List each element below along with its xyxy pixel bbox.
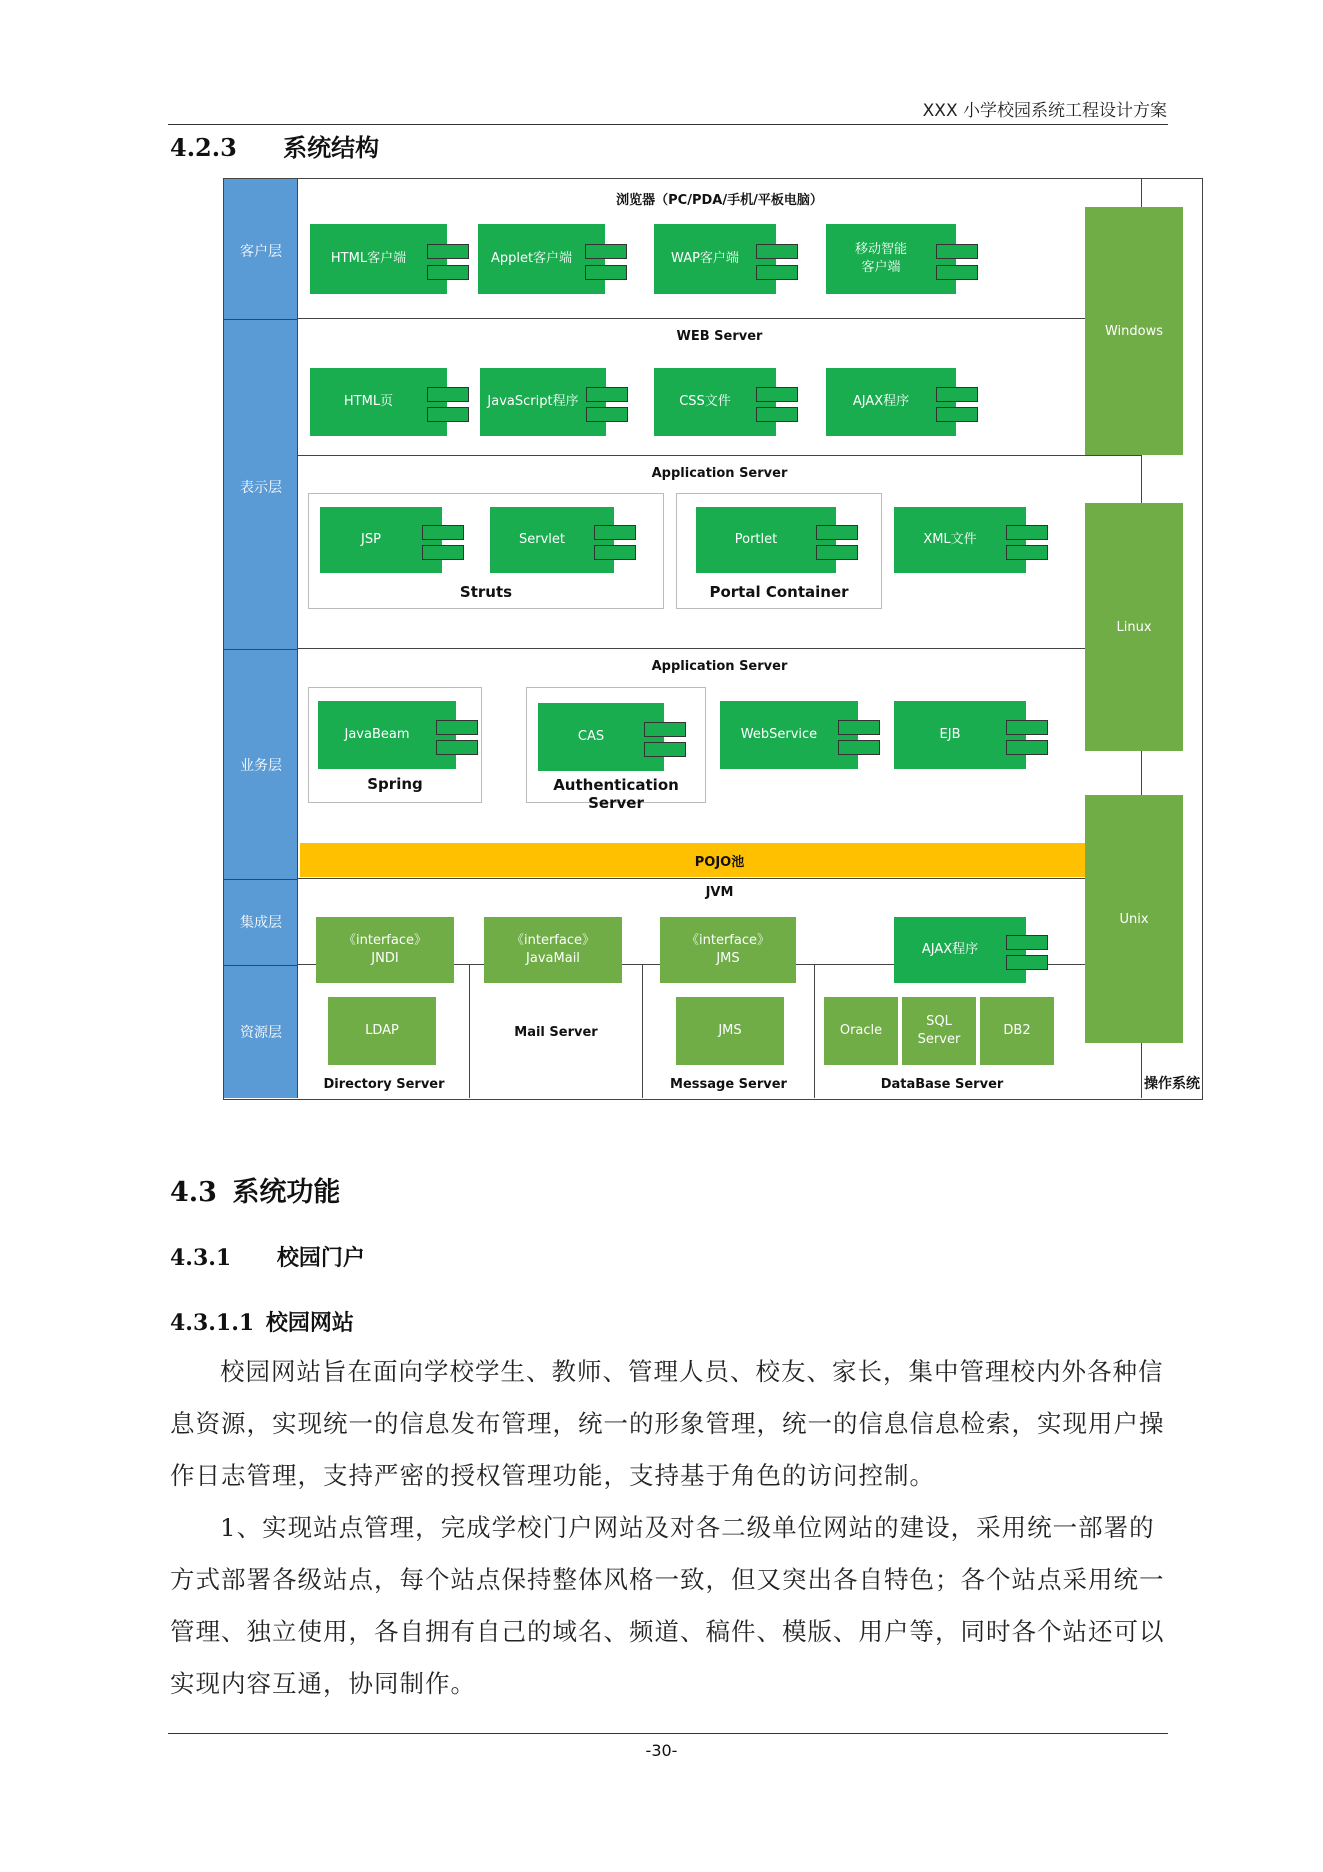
xml-file-component: XML文件 [894,507,1026,573]
mobile-client-component: 移动智能 客户端 [826,224,956,294]
portal-container-label: Portal Container [709,583,849,601]
jms-interface: 《interface》 JMS [660,917,796,983]
layer-resource: 资源层 [240,1025,282,1041]
wap-client-component: WAP客户端 [654,224,776,294]
applet-client-component: Applet客户端 [478,224,605,294]
sql-server-box: SQL Server [902,997,976,1065]
database-server-label: DataBase Server [880,1077,1004,1092]
layer-divider [224,649,298,650]
jvm-band-title: JVM [705,885,734,900]
layer-client: 客户层 [240,244,282,260]
struts-label: Struts [459,583,513,601]
jms-box: JMS [676,997,784,1065]
system-architecture-diagram [223,178,1203,1100]
section-number: 4.3 [170,1177,217,1208]
section-4-3-1-heading [170,1241,365,1272]
jndi-interface: 《interface》 JNDI [316,917,454,983]
section-number: 4.2.3 [170,133,237,162]
page-number: -30- [645,1741,678,1760]
section-4-3-1-1-heading [170,1306,354,1337]
os-unix: Unix [1085,795,1183,1043]
layer-integration: 集成层 [240,915,282,931]
section-4-2-3-heading [170,128,379,163]
section-title: 系统功能 [232,1177,341,1208]
css-component: CSS文件 [654,368,776,436]
message-server-label: Message Server [670,1077,787,1092]
directory-server-label: Directory Server [323,1077,445,1092]
oracle-box: Oracle [824,997,898,1065]
paragraph-campus-website: 校园网站旨在面向学校学生、教师、管理人员、校友、家长，集中管理校内外各种信息资源，实现统一的信息发布管理，统一的形象管理，统一的信息信息检索，实现用户操作日志管理，支持严密的授权管理功能，支持基于角色的访问控制。 [170,1357,1165,1490]
section-title: 系统结构 [283,133,380,162]
ajax-integration-component: AJAX程序 [894,917,1026,983]
layer-divider [224,965,298,966]
footer-rule [168,1733,1168,1734]
layer-column [224,179,298,1098]
paragraph-site-management: 1、实现站点管理，完成学校门户网站及对各二级单位网站的建设，采用统一部署的方式部署各级站点，每个站点保持整体风格一致，但又突出各自特色；各个站点采用统一管理、独立使用，各自拥有自己的域名、频道、稿件、模版、用户等，同时各个站还可以实现内容互通，协同制作。 [170,1513,1165,1698]
section-title: 校园门户 [276,1245,365,1271]
javamail-interface: 《interface》 JavaMail [484,917,622,983]
layer-business: 业务层 [240,758,282,774]
ejb-component: EJB [894,701,1026,769]
ldap-box: LDAP [328,997,436,1065]
os-linux: Linux [1085,503,1183,751]
webservice-component: WebService [720,701,858,769]
javabeam-component: JavaBeam [318,701,456,769]
portlet-component: Portlet [696,507,836,573]
layer-divider [224,879,298,880]
section-title: 校园网站 [265,1310,354,1336]
running-header: XXX 小学校园系统工程设计方案 [922,101,1167,121]
layer-presentation: 表示层 [240,480,282,496]
servlet-component: Servlet [490,507,614,573]
jsp-component: JSP [320,507,442,573]
ajax-web-component: AJAX程序 [826,368,956,436]
db2-box: DB2 [980,997,1054,1065]
javascript-component: JavaScript程序 [480,368,606,436]
html-page-component: HTML页 [310,368,447,436]
section-number: 4.3.1 [170,1245,232,1271]
client-band-title: 浏览器（PC/PDA/手机/平板电脑） [616,193,823,208]
app-band-1-title: Application Server [651,466,788,481]
html-client-component: HTML客户端 [310,224,447,294]
section-number: 4.3.1.1 [170,1310,255,1336]
app-band-2-title: Application Server [651,659,788,674]
section-4-3-heading [170,1170,340,1209]
header-rule [168,124,1168,125]
os-label: 操作系统 [1144,1076,1200,1092]
layer-divider [224,319,298,320]
web-band-title: WEB Server [676,329,763,344]
spring-label: Spring [367,775,423,793]
cas-component: CAS [538,703,664,771]
os-windows: Windows [1085,207,1183,455]
pojo-pool-bar: POJO池 [300,843,1139,877]
auth-server-label: Authentication Server [553,776,679,812]
mail-server-label: Mail Server [514,1025,598,1040]
